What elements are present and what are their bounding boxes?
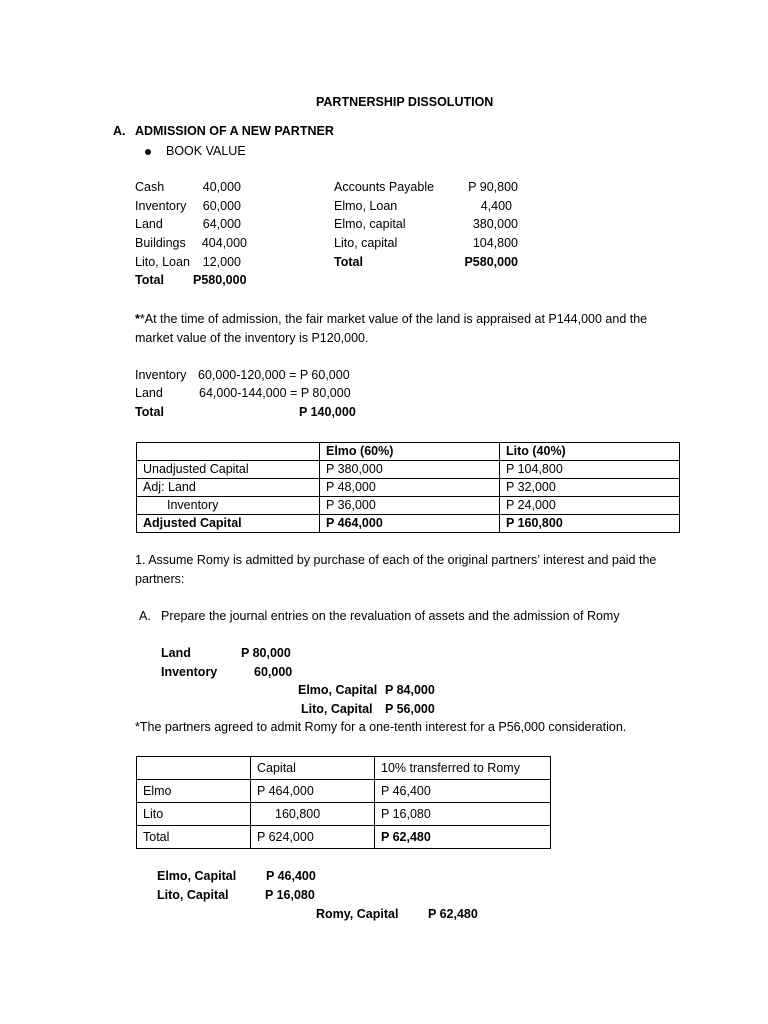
section-letter: A. <box>113 124 126 138</box>
table-row <box>137 515 680 533</box>
journal-debit-amount: P 16,080 <box>265 888 315 902</box>
liability-total-label: Total <box>334 255 363 269</box>
asset-total-label: Total <box>135 273 164 287</box>
journal-debit-account: Land <box>161 646 191 660</box>
table-cell: P 464,000 <box>320 515 500 533</box>
table-header-cell: Elmo (60%) <box>320 443 500 461</box>
journal-credit-amount: P 62,480 <box>428 907 478 921</box>
journal-credit-account: Elmo, Capital <box>298 683 378 697</box>
asset-label: Land <box>135 217 163 231</box>
table-cell: P 46,400 <box>375 780 551 803</box>
asset-value: 60,000 <box>202 199 241 213</box>
adjustment-total-label: Total <box>135 405 164 419</box>
table-header-cell: Lito (40%) <box>500 443 680 461</box>
journal-credit-amount: P 56,000 <box>385 702 435 716</box>
capital-table <box>136 442 680 533</box>
liability-value: 104,800 <box>472 236 518 250</box>
asset-label: Lito, Loan <box>135 255 190 269</box>
asset-value: 64,000 <box>202 217 241 231</box>
table-header-cell <box>137 443 320 461</box>
journal-credit-amount: P 84,000 <box>385 683 435 697</box>
bullet-icon <box>145 142 151 160</box>
table-cell: P 104,800 <box>500 461 680 479</box>
adjustment-total-value: P 140,000 <box>299 405 356 419</box>
question-text: 1. Assume Romy is admitted by purchase of each of the original partners’ interest and paid the <box>135 553 657 567</box>
table-row <box>137 461 680 479</box>
journal-credit-account: Romy, Capital <box>316 907 399 921</box>
table-cell: Adjusted Capital <box>137 515 320 533</box>
table-cell: P 48,000 <box>320 479 500 497</box>
table-header-cell: 10% transferred to Romy <box>375 757 551 780</box>
asset-value: 12,000 <box>202 255 241 269</box>
consideration-note: *The partners agreed to admit Romy for a one-tenth interest for a P56,000 consideration. <box>135 720 627 734</box>
fair-value-note: **At the time of admission, the fair market value of the land is appraised at P144,000 and the <box>135 312 648 326</box>
table-row <box>137 803 551 826</box>
table-row <box>137 780 551 803</box>
bullet-label: BOOK VALUE <box>166 144 246 158</box>
table-cell: P 36,000 <box>320 497 500 515</box>
table-cell: Adj: Land <box>137 479 320 497</box>
liability-value: 380,000 <box>472 217 518 231</box>
transfer-table <box>136 756 551 849</box>
table-cell: P 24,000 <box>500 497 680 515</box>
question-text-cont: partners: <box>135 572 185 586</box>
table-cell: P 624,000 <box>251 826 375 849</box>
table-cell: Total <box>137 826 251 849</box>
table-cell: P 62,480 <box>375 826 551 849</box>
journal-debit-account: Lito, Capital <box>157 888 229 902</box>
table-cell: Inventory <box>137 497 320 515</box>
adjustment-label: Land <box>135 386 163 400</box>
table-cell: P 464,000 <box>251 780 375 803</box>
table-row <box>137 826 551 849</box>
section-heading: ADMISSION OF A NEW PARTNER <box>135 124 334 138</box>
table-cell: Elmo <box>137 780 251 803</box>
table-cell: P 380,000 <box>320 461 500 479</box>
journal-debit-amount: P 80,000 <box>241 646 291 660</box>
sub-question-text: Prepare the journal entries on the revaluation of assets and the admission of Romy <box>161 609 620 623</box>
table-cell: 160,800 <box>251 803 375 826</box>
table-row <box>137 479 680 497</box>
liability-value: P 90,800 <box>468 180 518 194</box>
liability-label: Accounts Payable <box>334 180 435 194</box>
liability-label: Elmo, Loan <box>334 199 398 213</box>
table-header-row <box>137 757 551 780</box>
table-header-cell <box>137 757 251 780</box>
table-row <box>137 497 680 515</box>
journal-debit-amount: 60,000 <box>254 665 293 679</box>
table-header-cell: Capital <box>251 757 375 780</box>
asset-value: 404,000 <box>201 236 247 250</box>
table-cell: Lito <box>137 803 251 826</box>
table-cell: P 32,000 <box>500 479 680 497</box>
asset-label: Buildings <box>135 236 186 250</box>
liability-value: 4,400 <box>480 199 512 213</box>
journal-credit-account: Lito, Capital <box>301 702 373 716</box>
adjustment-label: Inventory <box>135 368 187 382</box>
liability-label: Elmo, capital <box>334 217 406 231</box>
page-title: PARTNERSHIP DISSOLUTION <box>316 95 494 109</box>
asset-label: Cash <box>135 180 165 194</box>
liability-total-value: P580,000 <box>464 255 518 269</box>
sub-question-letter: A. <box>139 609 151 623</box>
journal-debit-account: Inventory <box>161 665 218 679</box>
table-cell: P 16,080 <box>375 803 551 826</box>
asset-value: 40,000 <box>202 180 241 194</box>
journal-debit-account: Elmo, Capital <box>157 869 237 883</box>
asset-total-value: P580,000 <box>193 273 247 287</box>
journal-debit-amount: P 46,400 <box>266 869 316 883</box>
table-cell: Unadjusted Capital <box>137 461 320 479</box>
asset-label: Inventory <box>135 199 187 213</box>
adjustment-calc: 60,000-120,000 = P 60,000 <box>198 368 350 382</box>
fair-value-note-cont: market value of the inventory is P120,000. <box>135 331 369 345</box>
adjustment-calc: 64,000-144,000 = P 80,000 <box>199 386 351 400</box>
table-header-row <box>137 443 680 461</box>
table-cell: P 160,800 <box>500 515 680 533</box>
liability-label: Lito, capital <box>334 236 398 250</box>
